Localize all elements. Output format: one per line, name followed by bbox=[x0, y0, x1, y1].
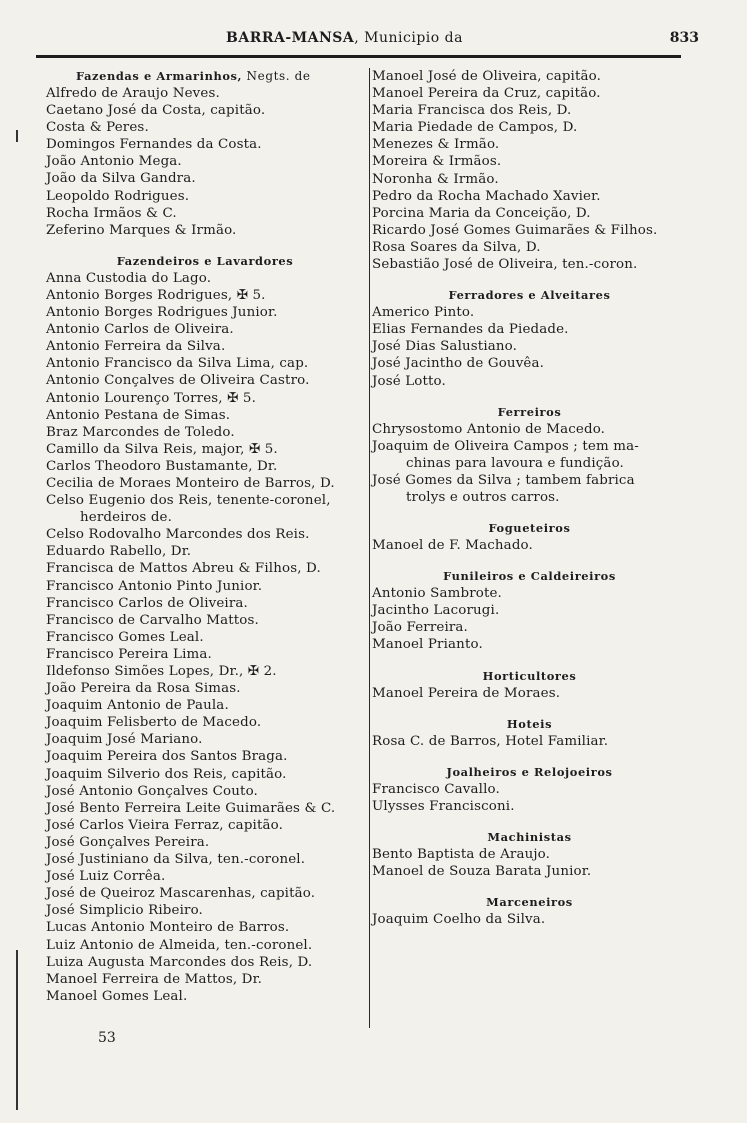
list-item: Manoel Pereira de Moraes. bbox=[372, 685, 561, 701]
list-item: Francisco Gomes Leal. bbox=[46, 629, 204, 645]
list-item: Antonio Ferreira da Silva. bbox=[46, 339, 226, 355]
list-item: Braz Marcondes de Toledo. bbox=[46, 424, 235, 440]
list-item: Antonio Francisco da Silva Lima, cap. bbox=[46, 356, 309, 372]
list-item: Francisco de Carvalho Mattos. bbox=[46, 612, 259, 628]
list-item: Joaquim José Mariano. bbox=[46, 732, 203, 748]
list-item: Carlos Theodoro Bustamante, Dr. bbox=[46, 458, 278, 474]
list-item: Joaquim Antonio de Paula. bbox=[46, 698, 229, 714]
list-item: Jacintho Lacorugi. bbox=[372, 603, 500, 619]
list-item: José Gonçalves Pereira. bbox=[46, 834, 210, 850]
section-heading bbox=[372, 829, 687, 846]
list-item: José Lotto. bbox=[372, 373, 446, 389]
section-heading-text: Ferradores e Alveitares bbox=[448, 288, 611, 303]
list-item: Manoel Gomes Leal. bbox=[46, 988, 188, 1004]
section-heading-extra: Negts. de bbox=[242, 69, 311, 83]
list-item: Antonio Lourenço Torres, ✠ 5. bbox=[46, 390, 256, 406]
margin-mark bbox=[16, 950, 18, 1110]
list-item: Ildefonso Simões Lopes, Dr., ✠ 2. bbox=[46, 664, 277, 679]
list-item: Ulysses Francisconi. bbox=[372, 798, 515, 814]
section-heading bbox=[372, 287, 687, 304]
list-item: Caetano José da Costa, capitão. bbox=[46, 103, 266, 119]
list-item: José Luiz Corrêa. bbox=[46, 869, 166, 885]
section-heading bbox=[372, 716, 687, 733]
list-item: Chrysostomo Antonio de Macedo. bbox=[372, 421, 606, 437]
list-item: Luiza Augusta Marcondes dos Reis, D. bbox=[46, 954, 313, 970]
header-rule bbox=[36, 55, 681, 58]
list-item: João Antonio Mega. bbox=[46, 154, 182, 170]
list-item: Porcina Maria da Conceição, D. bbox=[372, 205, 591, 221]
list-item: Eduardo Rabello, Dr. bbox=[46, 544, 192, 560]
list-item: João Pereira da Rosa Simas. bbox=[46, 681, 241, 697]
list-item: José Gomes da Silva ; tambem fabrica bbox=[372, 472, 635, 488]
section-heading-text: Joalheiros e Relojoeiros bbox=[446, 764, 613, 779]
list-item: Sebastião José de Oliveira, ten.-coron. bbox=[372, 257, 638, 273]
list-item: Moreira & Irmãos. bbox=[372, 154, 502, 170]
section-heading-text: Ferreiros bbox=[497, 404, 562, 419]
running-title-bold: BARRA-MANSA bbox=[226, 30, 355, 46]
margin-mark bbox=[16, 130, 18, 142]
list-item: Joaquim Felisberto de Macedo. bbox=[46, 715, 262, 731]
section-heading bbox=[46, 68, 364, 85]
list-item: Francisco Cavallo. bbox=[372, 781, 500, 797]
list-item: Bento Baptista de Araujo. bbox=[372, 846, 551, 862]
list-item: José Dias Salustiano. bbox=[372, 339, 518, 355]
section-heading-text: Fazendeiros e Lavardores bbox=[116, 253, 294, 268]
right-column bbox=[369, 68, 687, 1028]
list-item: Joaquim Silverio dos Reis, capitão. bbox=[46, 766, 287, 782]
list-item: João da Silva Gandra. bbox=[46, 171, 196, 187]
page-number: 833 bbox=[669, 30, 699, 46]
list-item: José Simplicio Ribeiro. bbox=[46, 903, 203, 919]
list-item-continuation: chinas para lavoura e fundição. bbox=[406, 455, 624, 471]
list-item: Francisca de Mattos Abreu & Filhos, D. bbox=[46, 561, 321, 577]
section-heading bbox=[372, 404, 687, 421]
list-item: José Carlos Vieira Ferraz, capitão. bbox=[46, 817, 284, 833]
list-item: José Antonio Gonçalves Couto. bbox=[46, 783, 258, 799]
list-item: Manoel Ferreira de Mattos, Dr. bbox=[46, 971, 263, 987]
list-item: Joaquim Pereira dos Santos Braga. bbox=[46, 749, 288, 765]
list-item: Manoel Pereira da Cruz, capitão. bbox=[372, 86, 601, 102]
list-item: Manoel de F. Machado. bbox=[372, 538, 533, 554]
list-item: Cecilia de Moraes Monteiro de Barros, D. bbox=[46, 475, 335, 491]
list-item: Antonio Borges Rodrigues, ✠ 5. bbox=[46, 287, 266, 303]
list-item: Ricardo José Gomes Guimarães & Filhos. bbox=[372, 222, 658, 238]
list-item: Manoel de Souza Barata Junior. bbox=[372, 864, 592, 879]
running-title-rest: , Municipio da bbox=[354, 30, 463, 46]
section-heading-text: Horticultores bbox=[482, 668, 577, 683]
list-item: Americo Pinto. bbox=[372, 305, 475, 321]
list-item: Elias Fernandes da Piedade. bbox=[372, 322, 569, 338]
section-heading-text: Fogueteiros bbox=[488, 521, 571, 536]
list-item: Leopoldo Rodrigues. bbox=[46, 188, 190, 204]
list-item: José Jacintho de Gouvêa. bbox=[372, 356, 545, 372]
list-item: Menezes & Irmão. bbox=[372, 137, 500, 153]
list-item: Rocha Irmãos & C. bbox=[46, 205, 177, 221]
section-heading bbox=[372, 568, 687, 585]
left-column bbox=[46, 68, 364, 1005]
running-title bbox=[226, 30, 463, 46]
list-item: Rosa C. de Barros, Hotel Familiar. bbox=[372, 733, 609, 749]
list-item: José de Queiroz Mascarenhas, capitão. bbox=[46, 886, 316, 902]
list-item: Maria Francisca dos Reis, D. bbox=[372, 103, 572, 119]
list-item: Antonio Borges Rodrigues Junior. bbox=[46, 305, 278, 321]
list-item: Luiz Antonio de Almeida, ten.-coronel. bbox=[46, 937, 313, 953]
list-item: Celso Rodovalho Marcondes dos Reis. bbox=[46, 527, 310, 543]
list-item: Francisco Carlos de Oliveira. bbox=[46, 595, 248, 611]
list-item-continuation: trolys e outros carros. bbox=[406, 489, 560, 505]
list-item: José Justiniano da Silva, ten.-coronel. bbox=[46, 852, 306, 868]
list-item: Antonio Pestana de Simas. bbox=[46, 407, 231, 423]
section-heading-text: Machinistas bbox=[487, 829, 572, 844]
section-heading-text: Funileiros e Caldeireiros bbox=[443, 569, 616, 584]
list-item: Pedro da Rocha Machado Xavier. bbox=[372, 188, 601, 204]
list-item: João Ferreira. bbox=[372, 620, 468, 636]
list-item: Anna Custodia do Lago. bbox=[46, 270, 212, 286]
section-heading bbox=[372, 894, 687, 911]
section-heading bbox=[372, 764, 687, 781]
list-item: Manoel José de Oliveira, capitão. bbox=[372, 69, 602, 84]
list-item: Alfredo de Araujo Neves. bbox=[46, 86, 220, 101]
list-item: Domingos Fernandes da Costa. bbox=[46, 137, 262, 153]
section-heading-text: Fazendas e Armarinhos, bbox=[76, 69, 243, 83]
section-heading-text: Marceneiros bbox=[486, 895, 573, 910]
list-item: Zeferino Marques & Irmão. bbox=[46, 222, 237, 238]
list-item: Celso Eugenio dos Reis, tenente-coronel, bbox=[46, 493, 331, 509]
footer-page-number: 53 bbox=[98, 1030, 116, 1046]
list-item: Antonio Sambrote. bbox=[372, 586, 502, 602]
list-item: Camillo da Silva Reis, major, ✠ 5. bbox=[46, 441, 278, 457]
list-item: Joaquim Coelho da Silva. bbox=[372, 912, 546, 928]
list-item: Maria Piedade de Campos, D. bbox=[372, 120, 578, 136]
list-item: Costa & Peres. bbox=[46, 120, 149, 136]
list-item: Rosa Soares da Silva, D. bbox=[372, 239, 541, 255]
list-item: Antonio Carlos de Oliveira. bbox=[46, 322, 234, 338]
list-item: Antonio Conçalves de Oliveira Castro. bbox=[46, 373, 310, 389]
section-heading-text: Hoteis bbox=[506, 716, 553, 731]
section-heading bbox=[372, 668, 687, 685]
list-item: Noronha & Irmão. bbox=[372, 171, 499, 187]
list-item: Lucas Antonio Monteiro de Barros. bbox=[46, 920, 290, 936]
section-heading bbox=[46, 253, 364, 270]
running-header bbox=[30, 30, 709, 52]
list-item: Francisco Pereira Lima. bbox=[46, 646, 212, 662]
list-item: Manoel Prianto. bbox=[372, 637, 483, 653]
section-heading bbox=[372, 520, 687, 537]
list-item: Joaquim de Oliveira Campos ; tem ma- bbox=[372, 438, 639, 454]
list-item: José Bento Ferreira Leite Guimarães & C. bbox=[46, 800, 336, 816]
list-item-continuation: herdeiros de. bbox=[80, 510, 173, 526]
list-item: Francisco Antonio Pinto Junior. bbox=[46, 578, 263, 594]
